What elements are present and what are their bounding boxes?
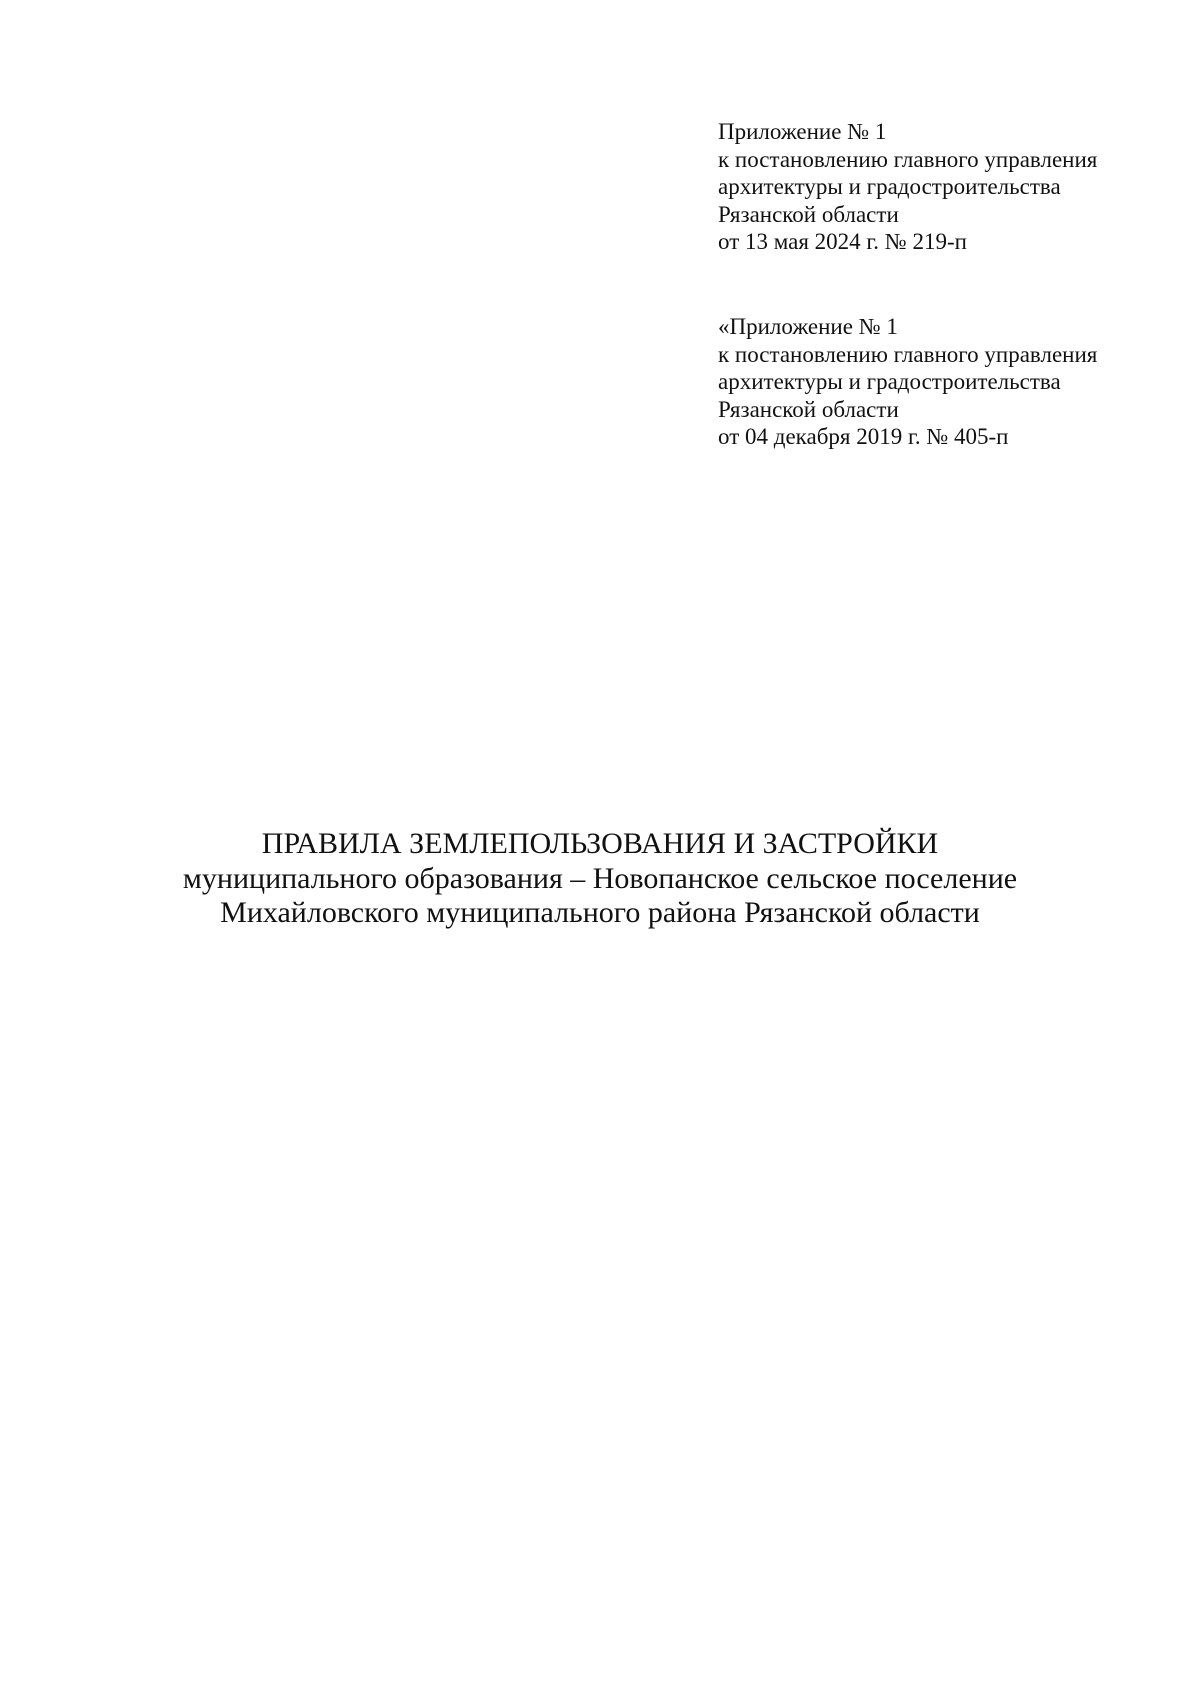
approval-current-line-1: Приложение № 1 [718, 119, 887, 144]
approval-current-line-5: от 13 мая 2024 г. № 219-п [718, 229, 967, 254]
approval-current-line-2: к постановлению главного управления [718, 146, 1098, 172]
approval-original-line-1: «Приложение № 1 [718, 314, 898, 339]
approval-current-line-3: архитектуры и градостроительства [718, 174, 1061, 199]
approval-note-original [718, 313, 1158, 451]
approval-note-current [718, 118, 1158, 256]
approval-original-line-2: к постановлению главного управления [718, 341, 1098, 367]
document-subtitle-2: Михайловского муниципального района Рязанской области [220, 896, 980, 929]
approval-original-line-4: Рязанской области [718, 396, 899, 422]
document-title-block [60, 827, 1140, 931]
approval-current-line-4: Рязанской области [718, 201, 899, 227]
approval-original-line-5: от 04 декабря 2019 г. № 405-п [718, 424, 1009, 449]
approval-original-line-3: архитектуры и градостроительства [718, 369, 1061, 394]
document-title: ПРАВИЛА ЗЕМЛЕПОЛЬЗОВАНИЯ И ЗАСТРОЙКИ [261, 827, 939, 860]
document-subtitle-1: муниципального образования – Новопанское сельское поселение [182, 861, 1018, 895]
